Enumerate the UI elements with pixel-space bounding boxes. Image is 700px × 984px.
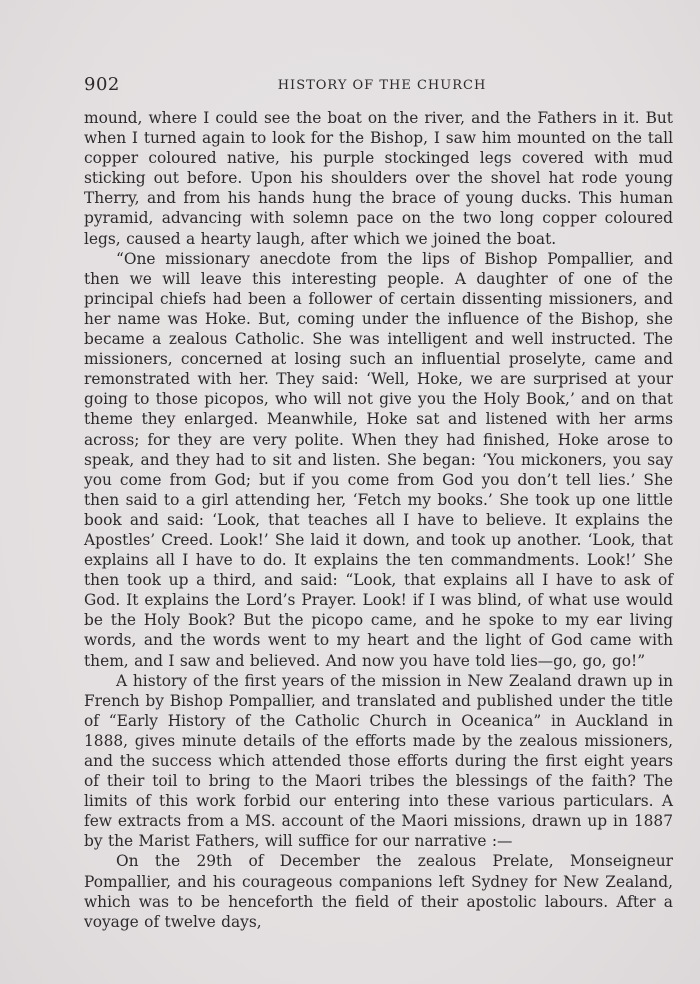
paragraph-history: A history of the first years of the mission in New Zealand drawn up in French by Bishop Pompallier, and translated and published under the title of “Early History of the Catholic Church in Oceanica” in Auckland in 1888, gives minute details of the efforts made by the zealous missioners, and the success which attended those efforts during the first eight years of their toil to bring to the Maori tribes the blessings of the faith? The limits of this work forbid our entering into these various particulars. A few extracts from a MS. account of the Maori missions, drawn up in 1887 by the Marist Fathers, will suffice for our narrative :—	[84, 671, 673, 851]
page-number: 902	[84, 74, 120, 95]
paragraph-continuation: mound, where I could see the boat on the river, and the Fathers in it. But when I turned again to look for the Bishop, I saw him mounted on the tall copper coloured native, his purple stockinged legs covered with mud sticking out before. Upon his shoulders over the shovel hat rode young Therry, and from his hands hung the brace of young ducks. This human pyramid, advancing with solemn pace on the two long copper coloured legs, caused a hearty laugh, after which we joined the boat.	[84, 109, 673, 248]
body-text	[84, 108, 673, 932]
paragraph-voyage: On the 29th of December the zealous Prelate, Monseigneur Pompallier, and his courageous companions left Sydney for New Zealand, which was to be henceforth the field of their apostolic labours. After a voyage of twelve days,	[84, 852, 673, 931]
running-title: HISTORY OF THE CHURCH	[277, 78, 487, 93]
paragraph-anecdote: “One missionary anecdote from the lips of Bishop Pompallier, and then we will leave this interesting people. A daughter of one of the principal chiefs had been a follower of certain dissenting missioners, and her name was Hoke. But, coming under the influence of the Bishop, she became a zealous Catholic. She was intelligent and well instructed. The missioners, concerned at losing such an influential proselyte, came and remonstrated with her. They said: ‘Well, Hoke, we are surprised at your going to those picopos, who will not give you the Holy Book,’ and on that theme they enlarged. Meanwhile, Hoke sat and listened with her arms across; for they are very polite. When they had finished, Hoke arose to speak, and they had to sit and listen. She began: ‘You mickoners, you say you come from God; but if you come from God you don’t tell lies.’ She then said to a girl attending her, ‘Fetch my books.’ She took up one little book and said: ‘Look, that teaches all I have to believe. It explains the Apostles’ Creed. Look!’ She laid it down, and took up another. ‘Look, that explains all I have to do. It explains the ten commandments. Look!’ She then took up a third, and said: “Look, that explains all I have to ask of God. It explains the Lord’s Prayer. Look! if I was blind, of what use would be the Holy Book? But the picopo came, and he spoke to my ear living words, and the words went to my heart and the light of God came with them, and I saw and believed. And now you have told lies—go, go, go!”	[84, 249, 673, 670]
page-header	[84, 74, 674, 96]
